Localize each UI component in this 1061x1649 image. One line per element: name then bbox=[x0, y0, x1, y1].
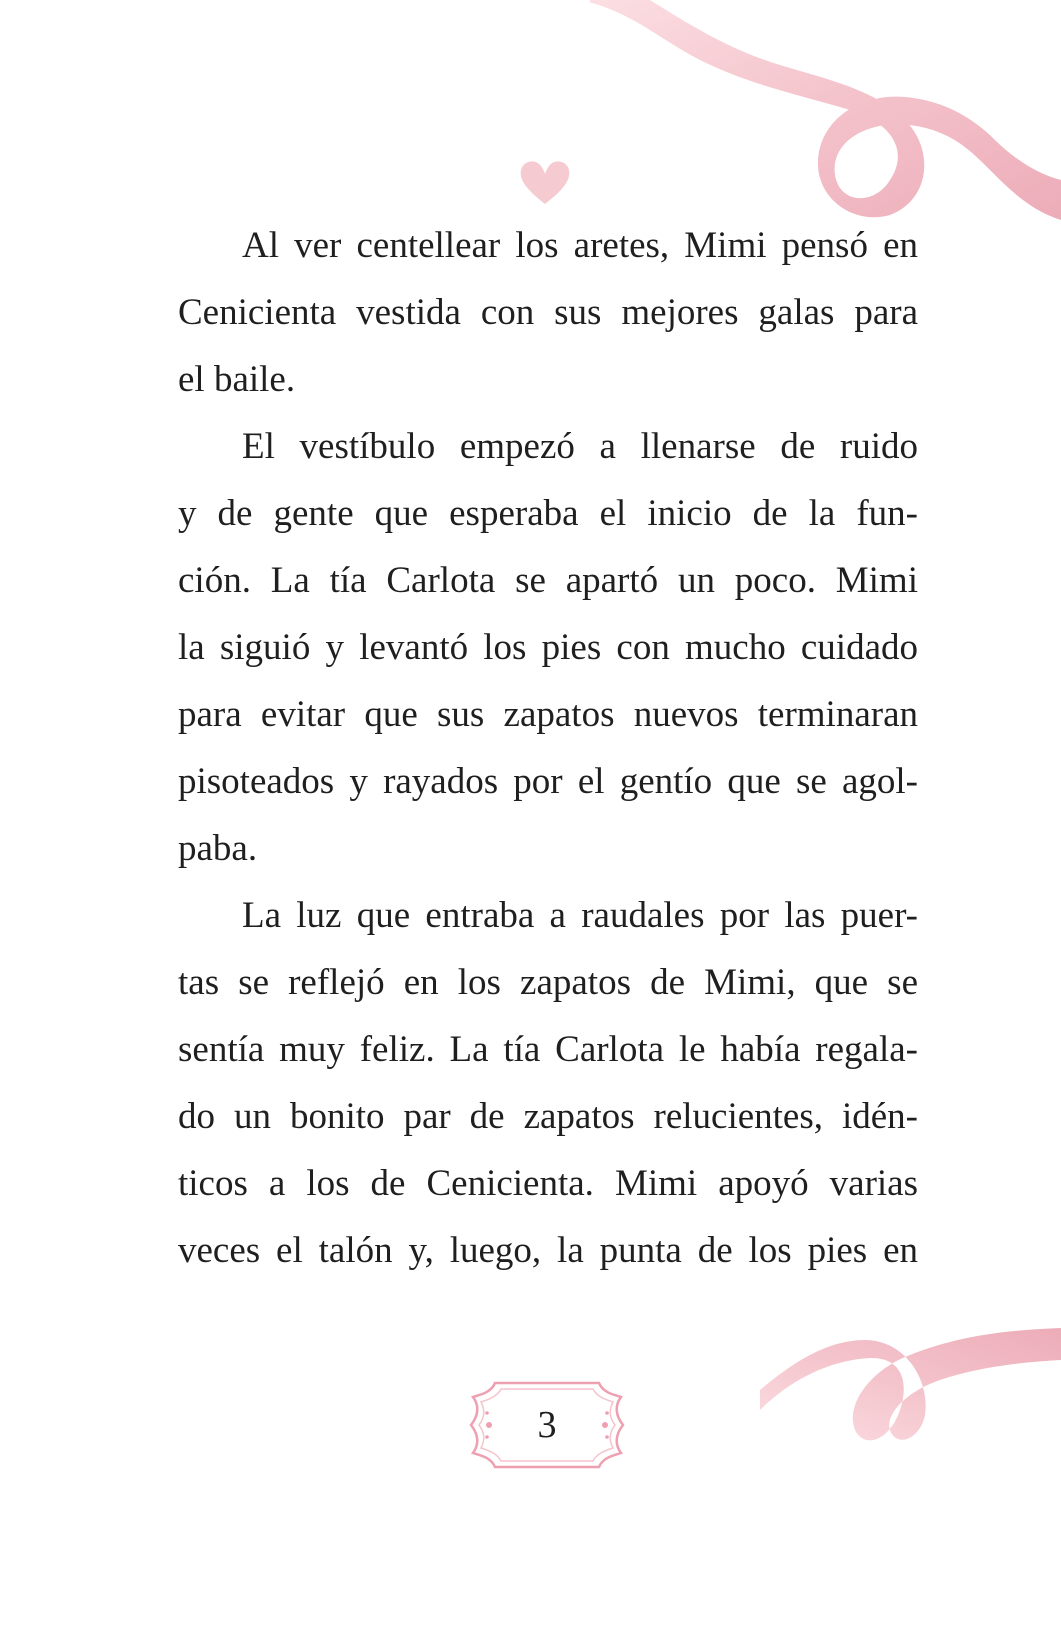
text-line: ticos a los de Cenicienta. Mimi apoyó varias bbox=[178, 1163, 918, 1204]
heart-icon bbox=[517, 156, 573, 208]
text-line: paba. bbox=[178, 828, 258, 869]
text-line: pisoteados y rayados por el gentío que se agol- bbox=[178, 761, 918, 802]
text-line: Cenicienta vestida con sus mejores galas para bbox=[178, 292, 918, 333]
text-line: Al ver centellear los aretes, Mimi pensó en bbox=[242, 225, 918, 266]
text-line: para evitar que sus zapatos nuevos terminaran bbox=[178, 694, 918, 735]
text-line: La luz que entraba a raudales por las puer- bbox=[242, 895, 918, 936]
ribbon-top-icon bbox=[590, 0, 1061, 230]
text-line: do un bonito par de zapatos relucientes, idén- bbox=[178, 1096, 918, 1137]
text-line: y de gente que esperaba el inicio de la fun- bbox=[178, 493, 918, 534]
text-line: tas se reflejó en los zapatos de Mimi, que se bbox=[178, 962, 918, 1003]
text-line: El vestíbulo empezó a llenarse de ruido bbox=[242, 426, 918, 467]
text-line: el baile. bbox=[178, 359, 296, 400]
ribbon-bottom-icon bbox=[760, 1320, 1061, 1480]
text-line: sentía muy feliz. La tía Carlota le había regala- bbox=[178, 1029, 918, 1070]
text-line: ción. La tía Carlota se apartó un poco. Mimi bbox=[178, 560, 918, 601]
text-line: veces el talón y, luego, la punta de los pies en bbox=[178, 1230, 918, 1271]
page-number: 3 bbox=[537, 1404, 557, 1446]
body-text bbox=[178, 212, 918, 1284]
text-line: la siguió y levantó los pies con mucho cuidado bbox=[178, 627, 918, 668]
